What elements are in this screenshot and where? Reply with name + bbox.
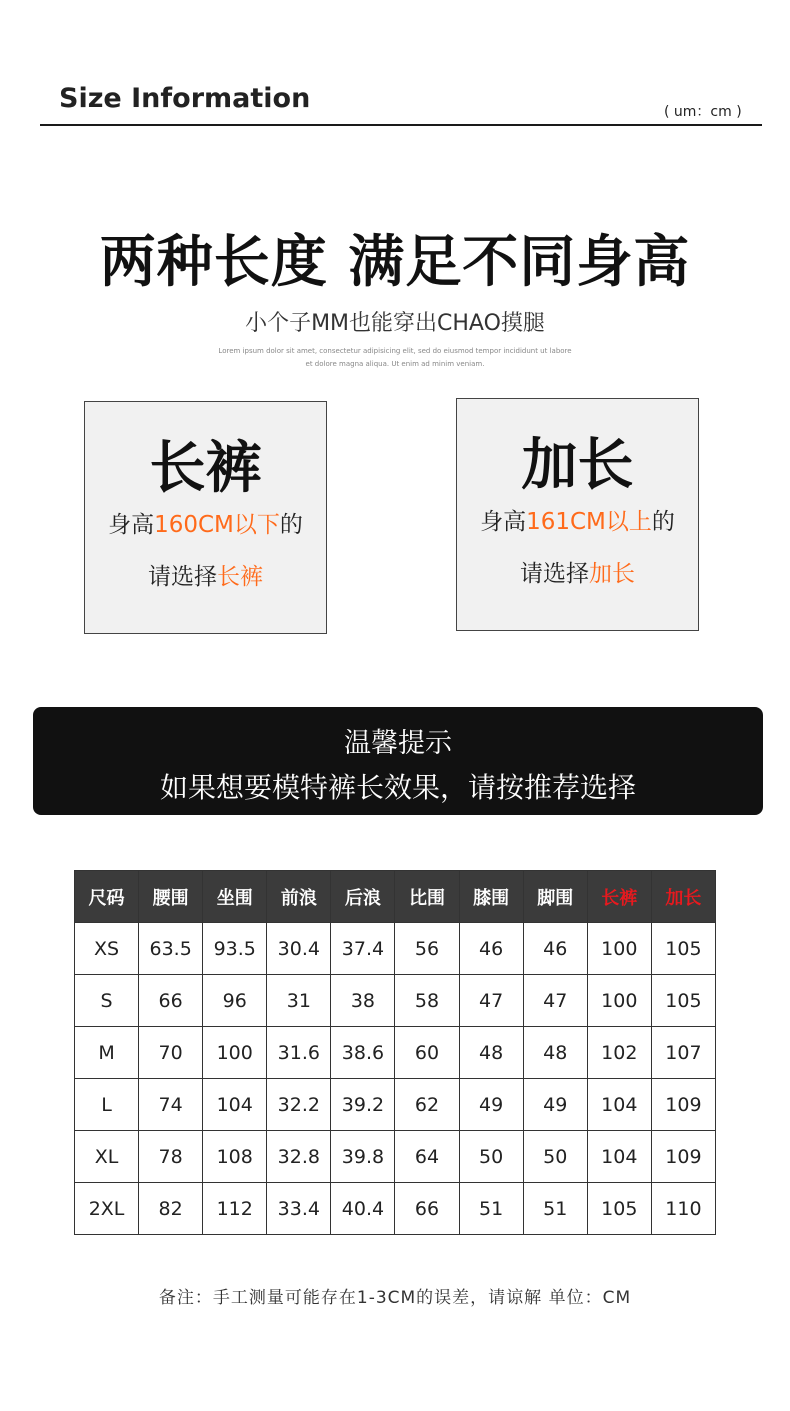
table-cell: 49 [523, 1079, 587, 1131]
option-card-regular [84, 401, 327, 634]
table-row [75, 923, 716, 975]
table-cell: 38 [331, 975, 395, 1027]
table-cell: L [75, 1079, 139, 1131]
table-cell: 46 [459, 923, 523, 975]
table-cell: M [75, 1027, 139, 1079]
header-cell: 比围 [395, 871, 459, 923]
table-cell: 110 [651, 1183, 715, 1235]
option-card-long [456, 398, 699, 631]
tip-banner [33, 707, 763, 815]
table-cell: S [75, 975, 139, 1027]
table-cell: 63.5 [139, 923, 203, 975]
table-cell: 62 [395, 1079, 459, 1131]
card-choice-line [85, 558, 326, 591]
table-cell: 51 [459, 1183, 523, 1235]
table-cell: 104 [587, 1079, 651, 1131]
table-cell: 33.4 [267, 1183, 331, 1235]
table-row [75, 1079, 716, 1131]
table-cell: 93.5 [203, 923, 267, 975]
table-cell: 109 [651, 1079, 715, 1131]
card-height-prefix: 身高 [108, 512, 155, 538]
table-cell: 51 [523, 1183, 587, 1235]
table-cell: 40.4 [331, 1183, 395, 1235]
table-row [75, 1183, 716, 1235]
card-choice-prefix: 请选择 [148, 564, 217, 590]
header-cell: 坐围 [203, 871, 267, 923]
table-cell: 32.8 [267, 1131, 331, 1183]
table-cell: 104 [203, 1079, 267, 1131]
header-cell: 后浪 [331, 871, 395, 923]
card-height-highlight: 160CM以下 [154, 512, 280, 538]
placeholder-caption-line-1: Lorem ipsum dolor sit amet, consectetur adipisicing elit, sed do eiusmod tempor incididunt ut labore [218, 347, 572, 355]
table-cell: 32.2 [267, 1079, 331, 1131]
unit-label: ( um：cm ) [664, 104, 742, 120]
header-cell: 膝围 [459, 871, 523, 923]
card-title: 加长 [521, 433, 634, 498]
table-cell: 50 [459, 1131, 523, 1183]
table-row [75, 975, 716, 1027]
measurement-note: 备注：手工测量可能存在1-3CM的误差，请谅解 单位：CM [158, 1288, 632, 1308]
table-cell: 78 [139, 1131, 203, 1183]
table-cell: 108 [203, 1131, 267, 1183]
table-cell: XS [75, 923, 139, 975]
table-cell: 100 [587, 923, 651, 975]
table-cell: 39.8 [331, 1131, 395, 1183]
table-cell: 70 [139, 1027, 203, 1079]
table-cell: 102 [587, 1027, 651, 1079]
table-cell: 100 [203, 1027, 267, 1079]
table-cell: 49 [459, 1079, 523, 1131]
card-height-line [457, 503, 698, 536]
header-cell: 尺码 [75, 871, 139, 923]
table-row [75, 1027, 716, 1079]
table-cell: XL [75, 1131, 139, 1183]
table-cell: 2XL [75, 1183, 139, 1235]
table-cell: 82 [139, 1183, 203, 1235]
table-cell: 66 [395, 1183, 459, 1235]
table-cell: 47 [523, 975, 587, 1027]
headline: 两种长度 满足不同身高 [99, 230, 691, 295]
table-cell: 37.4 [331, 923, 395, 975]
table-cell: 48 [523, 1027, 587, 1079]
table-cell: 105 [651, 923, 715, 975]
placeholder-caption [195, 345, 595, 371]
subheadline: 小个子MM也能穿出CHAO摸腿 [245, 311, 545, 336]
card-choice-prefix: 请选择 [520, 561, 589, 587]
header-cell: 长裤 [587, 871, 651, 923]
table-cell: 31.6 [267, 1027, 331, 1079]
table-cell: 50 [523, 1131, 587, 1183]
card-choice-line [457, 555, 698, 588]
table-cell: 56 [395, 923, 459, 975]
table-cell: 74 [139, 1079, 203, 1131]
section-title: Size Information [59, 83, 311, 114]
table-cell: 38.6 [331, 1027, 395, 1079]
table-cell: 104 [587, 1131, 651, 1183]
table-cell: 96 [203, 975, 267, 1027]
header-divider [40, 124, 762, 126]
card-height-suffix: 的 [279, 512, 303, 538]
table-cell: 39.2 [331, 1079, 395, 1131]
table-row [75, 1131, 716, 1183]
header-cell: 腰围 [139, 871, 203, 923]
tip-text: 如果想要模特裤长效果，请按推荐选择 [159, 771, 636, 804]
card-height-prefix: 身高 [480, 509, 527, 535]
table-cell: 66 [139, 975, 203, 1027]
placeholder-caption-line-2: et dolore magna aliqua. Ut enim ad minim veniam. [305, 360, 485, 368]
table-cell: 112 [203, 1183, 267, 1235]
table-cell: 30.4 [267, 923, 331, 975]
table-cell: 109 [651, 1131, 715, 1183]
table-cell: 48 [459, 1027, 523, 1079]
card-choice-highlight: 长裤 [217, 564, 263, 590]
tip-title: 温馨提示 [344, 728, 452, 759]
header-cell: 前浪 [267, 871, 331, 923]
table-cell: 31 [267, 975, 331, 1027]
card-height-line [85, 506, 326, 539]
table-cell: 100 [587, 975, 651, 1027]
card-height-highlight: 161CM以上 [526, 509, 652, 535]
table-cell: 107 [651, 1027, 715, 1079]
table-cell: 64 [395, 1131, 459, 1183]
card-choice-highlight: 加长 [589, 561, 635, 587]
table-cell: 60 [395, 1027, 459, 1079]
table-cell: 47 [459, 975, 523, 1027]
header-cell: 脚围 [523, 871, 587, 923]
size-table [74, 870, 716, 1235]
card-height-suffix: 的 [651, 509, 675, 535]
table-header-row [75, 871, 716, 923]
table-cell: 46 [523, 923, 587, 975]
header-cell: 加长 [651, 871, 715, 923]
table-cell: 58 [395, 975, 459, 1027]
table-cell: 105 [587, 1183, 651, 1235]
card-title: 长裤 [149, 436, 262, 501]
table-cell: 105 [651, 975, 715, 1027]
